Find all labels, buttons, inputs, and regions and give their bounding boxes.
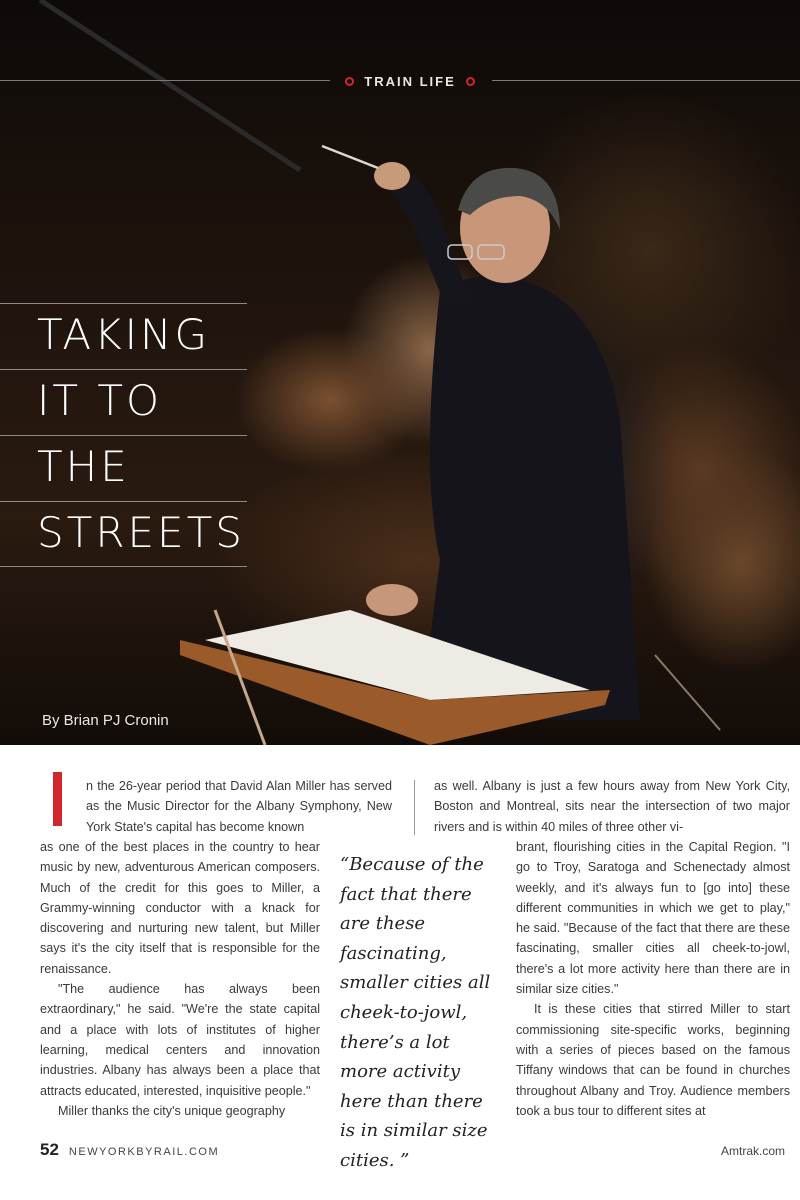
section-label <box>340 72 480 90</box>
article-continuation: as well. Albany is just a few hours away from New York City, Boston and Montreal, sits near the intersection of two major rivers and is within 40 miles of three other vi- <box>434 779 790 834</box>
paragraph: as one of the best places in the country to hear music by new, adventurous American composers. Much of the credit for this goes to Miller, a Grammy-winning conductor with a knack for discovering and nurturing new talent, but Miller says it's the city itself that is responsible for the renaissance. <box>40 840 320 976</box>
article-title <box>0 303 247 567</box>
byline: By Brian PJ Cronin <box>42 712 169 729</box>
drop-cap-bar <box>53 772 62 826</box>
article-column-left <box>40 837 320 1121</box>
brand-link[interactable]: Amtrak.com <box>720 1144 785 1158</box>
title-line: STREETS <box>0 501 247 567</box>
header-rule-right <box>492 80 800 81</box>
header-rule-left <box>0 80 330 81</box>
page-footer <box>40 1140 785 1160</box>
paragraph: brant, flourishing cities in the Capital Region. "I go to Troy, Saratoga and Schenectady almost weekly, and it's always fun to [go into] these different communities in which we get to play," he said. "Because of the fact that there are these fascinating, smaller cities all cheek-to-jowl, there's a lot more activity here than there are in similar size cities." <box>516 840 790 997</box>
page-number: 52 <box>40 1140 59 1159</box>
article-intro: n the 26-year period that David Alan Miller has served as the Music Director for the Albany Symphony, New York State's capital has become known <box>86 779 392 834</box>
circle-ornament-icon <box>466 77 475 86</box>
circle-ornament-icon <box>345 77 354 86</box>
article-column-right <box>516 837 790 1121</box>
section-title: TRAIN LIFE <box>364 73 456 89</box>
site-link[interactable]: NEWYORKBYRAIL.COM <box>68 1146 220 1158</box>
title-line: IT TO <box>0 369 247 435</box>
column-divider <box>414 780 415 835</box>
title-line: THE <box>0 435 247 501</box>
paragraph: It is these cities that stirred Miller to start commissioning site-specific works, beginning with a series of pieces based on the famous Tiffany windows that can be found in churches throughout Albany and Troy. Audience members took a bus tour to different sites at <box>516 1002 790 1118</box>
title-line: TAKING <box>0 303 247 369</box>
paragraph: "The audience has always been extraordinary," he said. "We're the state capital and a place with lots of institutes of higher learning, medical centers and innovation industries. Albany has always been a place that attracts educated, interested, inquisitive people." <box>40 982 320 1098</box>
pull-quote: “Because of the fact that there are these fascinating, smaller cities all cheek-to-jowl, there’s a lot more activity here than there is in similar size cities. ” <box>340 854 491 1171</box>
paragraph: Miller thanks the city's unique geography <box>58 1103 286 1118</box>
